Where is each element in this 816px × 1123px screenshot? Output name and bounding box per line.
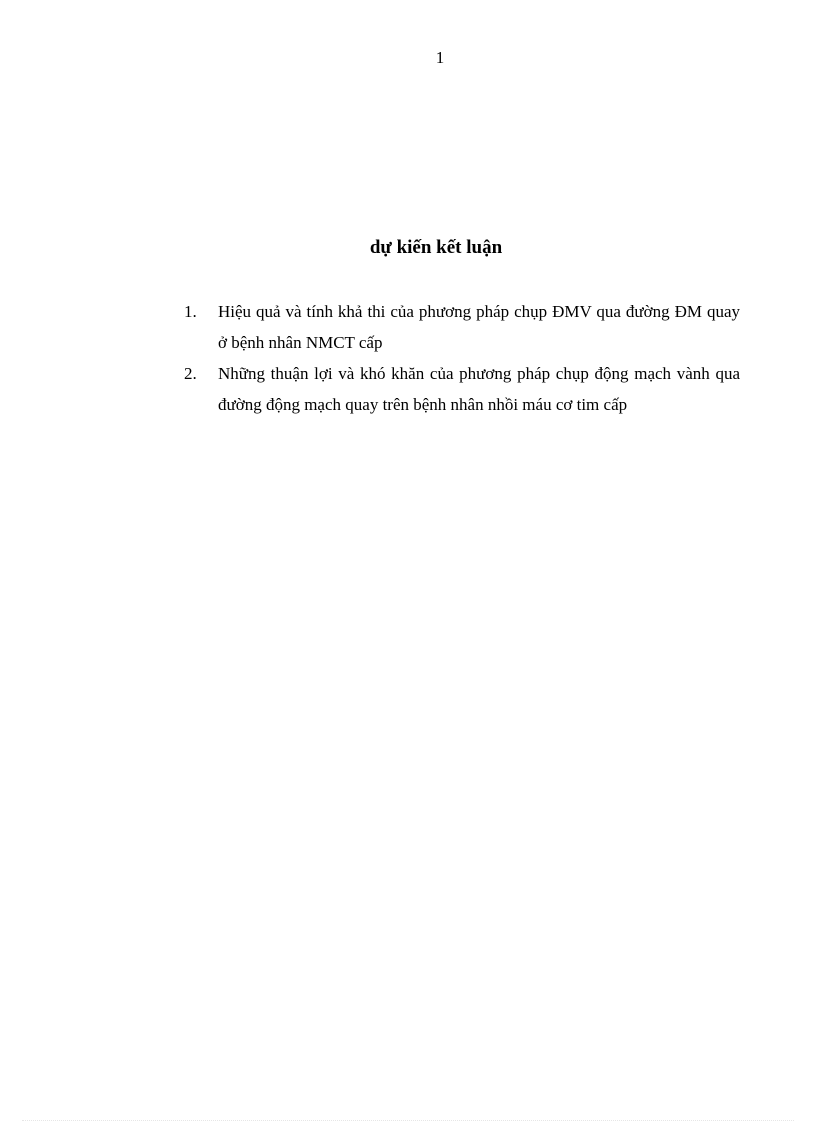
page-number: 1 (435, 48, 445, 67)
list-item (184, 296, 740, 358)
page-title: dự kiến kết luận (369, 237, 503, 258)
list-item-number: 1. (184, 302, 197, 321)
list-item-text: Những thuận lợi và khó khăn của phương pháp chụp động mạch vành qua đường động mạch quay trên bệnh nhân nhồi máu cơ tim cấp (218, 364, 740, 414)
list-item-number: 2. (184, 364, 197, 383)
list-item (184, 358, 740, 420)
list-item-text: Hiệu quả và tính khả thi của phương pháp chụp ĐMV qua đường ĐM quay ở bệnh nhân NMCT cấp (218, 302, 740, 352)
page-bottom-divider (22, 1120, 794, 1121)
conclusion-list (184, 296, 740, 420)
